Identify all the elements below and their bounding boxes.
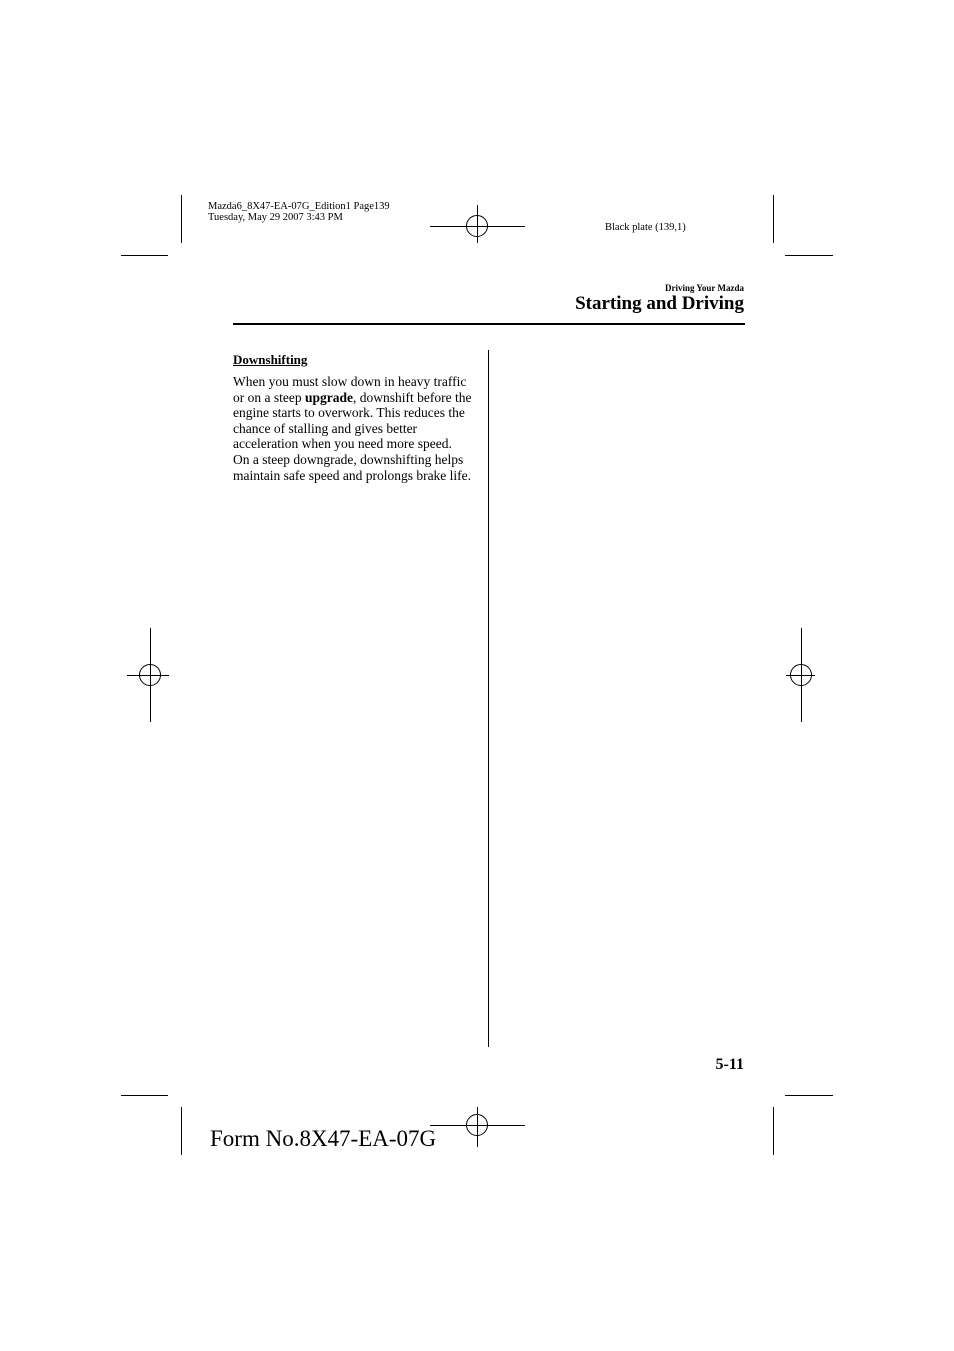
column-divider — [488, 350, 489, 1047]
print-file-line: Mazda6_8X47-EA-07G_Edition1 Page139 — [208, 201, 390, 212]
paragraph-1: When you must slow down in heavy traffic or on a steep upgrade, downshift before the engine starts to overwork. This reduces the chance of stalling and gives better acceleration when you need more speed. — [233, 374, 472, 452]
print-date-line: Tuesday, May 29 2007 3:43 PM — [208, 212, 343, 223]
crop-mark-tl-v — [181, 195, 182, 243]
crop-mark-tr-v — [773, 195, 774, 243]
section-title: Driving Your Mazda — [664, 283, 744, 293]
crop-mark-tr-h — [785, 255, 833, 256]
bold-term: upgrade — [304, 389, 353, 405]
form-number: Form No.8X47-EA-07G — [210, 1126, 437, 1151]
page-number: 5-11 — [715, 1056, 744, 1073]
crop-mark-br-h — [785, 1095, 833, 1096]
paragraph-2: On a steep downgrade, downshifting helps maintain safe speed and prolongs brake life. — [233, 451, 472, 483]
crop-mark-bl-v — [181, 1107, 182, 1155]
crop-mark-tl-h — [121, 255, 168, 256]
print-plate: Black plate (139,1) — [605, 222, 686, 233]
header-rule — [233, 323, 745, 325]
crop-mark-bl-h — [121, 1095, 168, 1096]
subsection-heading: Downshifting — [233, 352, 308, 367]
content-column — [233, 352, 473, 483]
crop-mark-br-v — [773, 1107, 774, 1155]
chapter-title: Starting and Driving — [575, 293, 744, 314]
print-meta — [208, 201, 390, 223]
